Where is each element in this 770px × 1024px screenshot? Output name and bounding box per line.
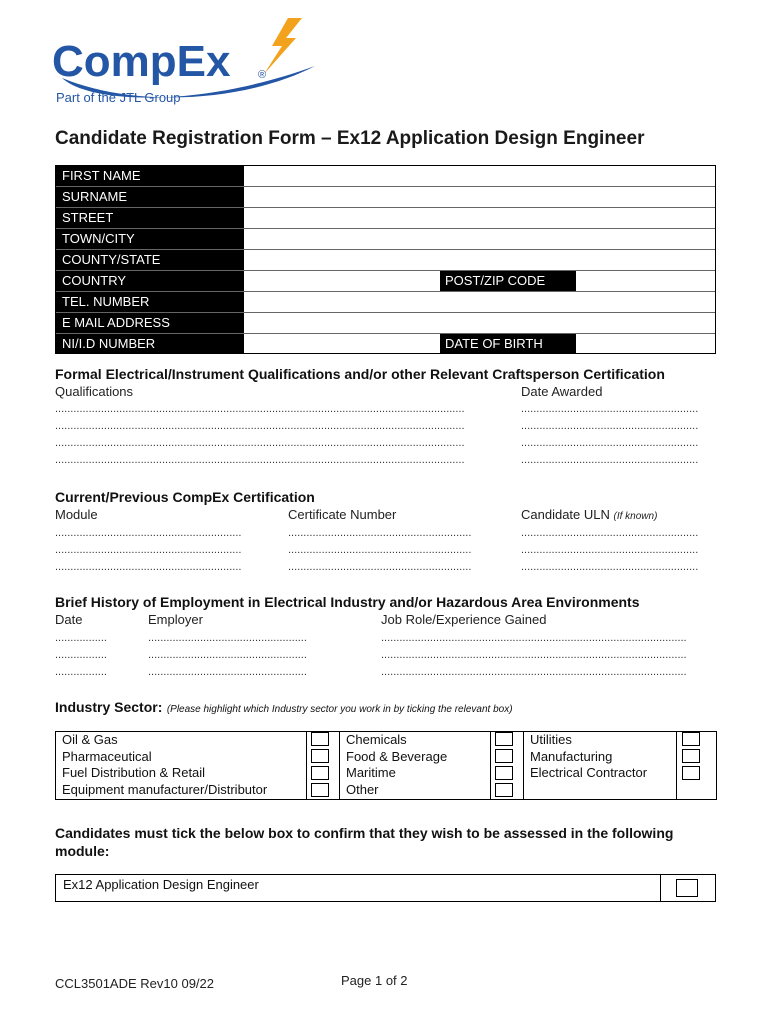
- qualification-line[interactable]: ......................................................................................................................................: [55, 403, 465, 415]
- tel-field[interactable]: [244, 292, 715, 312]
- employment-date-line[interactable]: .................: [55, 666, 107, 678]
- sector-chemicals: Chemicals: [346, 732, 407, 747]
- row-town-city: [56, 229, 715, 250]
- sector-maritime: Maritime: [346, 765, 396, 780]
- job-role-line[interactable]: ....................................................................................................: [381, 666, 687, 678]
- qualifications-lines: [55, 401, 485, 469]
- county-state-field[interactable]: [244, 250, 715, 270]
- row-county-state: [56, 250, 715, 271]
- ni-id-field[interactable]: [244, 334, 440, 353]
- row-surname: [56, 187, 715, 208]
- date-awarded-lines: [521, 401, 714, 469]
- module-name: Ex12 Application Design Engineer: [63, 877, 259, 892]
- date-awarded-line[interactable]: ..........................................................: [521, 403, 699, 415]
- label-town-city: TOWN/CITY: [56, 229, 244, 249]
- employer-col-header: Employer: [148, 612, 203, 627]
- date-awarded-col-header: Date Awarded: [521, 384, 603, 399]
- equipment-manufacturer-checkbox[interactable]: [311, 783, 329, 797]
- logo-registered-mark: ®: [258, 69, 267, 81]
- qualifications-col-header: Qualifications: [55, 384, 134, 399]
- label-county-state: COUNTY/STATE: [56, 250, 244, 270]
- row-country: [56, 271, 715, 292]
- industry-col-2: [340, 732, 491, 799]
- page-number: Page 1 of 2: [341, 973, 408, 988]
- employer-lines: [148, 630, 320, 681]
- uln-label: Candidate ULN: [521, 507, 610, 522]
- module-lines: [55, 525, 258, 576]
- uln-note: (If known): [613, 511, 658, 522]
- logo-tagline: Part of the JTL Group: [56, 90, 181, 105]
- uln-lines: [521, 525, 715, 576]
- label-first-name: FIRST NAME: [56, 166, 244, 186]
- row-ni-id: [56, 334, 715, 353]
- label-email: E MAIL ADDRESS: [56, 313, 244, 333]
- industry-note: (Please highlight which Industry sector you work in by ticking the relevant box): [166, 704, 513, 715]
- electrical-contractor-checkbox[interactable]: [682, 766, 700, 780]
- module-line[interactable]: .............................................................: [55, 527, 242, 539]
- certification-heading: Current/Previous CompEx Certification: [55, 489, 315, 505]
- compex-logo-graphic: [50, 16, 320, 116]
- label-country: COUNTRY: [56, 271, 244, 291]
- date-awarded-line[interactable]: ..........................................................: [521, 437, 699, 449]
- sector-utilities: Utilities: [530, 732, 572, 747]
- registration-table: [55, 165, 716, 354]
- industry-col-3: [524, 732, 677, 799]
- industry-heading-row: [55, 699, 513, 717]
- job-role-line[interactable]: ....................................................................................................: [381, 632, 687, 644]
- sector-food-beverage: Food & Beverage: [346, 748, 448, 764]
- fuel-distribution-checkbox[interactable]: [311, 766, 329, 780]
- label-surname: SURNAME: [56, 187, 244, 207]
- sector-oil-gas: Oil & Gas: [62, 732, 118, 747]
- utilities-checkbox[interactable]: [682, 732, 700, 746]
- industry-heading: Industry Sector:: [55, 699, 163, 715]
- certificate-number-line[interactable]: ............................................................: [288, 544, 472, 556]
- compex-logo: [50, 16, 320, 116]
- chemicals-checkbox[interactable]: [495, 732, 513, 746]
- uln-line[interactable]: ..........................................................: [521, 527, 699, 539]
- sector-other: Other: [346, 781, 379, 797]
- sector-manufacturing: Manufacturing: [530, 748, 613, 764]
- row-email: [56, 313, 715, 334]
- date-awarded-line[interactable]: ..........................................................: [521, 454, 699, 466]
- employer-line[interactable]: ....................................................: [148, 632, 307, 644]
- label-ni-id: NI/I.D NUMBER: [56, 334, 244, 353]
- uln-col-header: [521, 507, 657, 522]
- uln-line[interactable]: ..........................................................: [521, 544, 699, 556]
- post-zip-field[interactable]: [576, 271, 715, 291]
- sector-electrical-contractor: Electrical Contractor: [530, 765, 648, 780]
- employment-date-line[interactable]: .................: [55, 632, 107, 644]
- maritime-checkbox[interactable]: [495, 766, 513, 780]
- email-field[interactable]: [244, 313, 715, 333]
- label-dob: DATE OF BIRTH: [440, 334, 576, 353]
- row-first-name: [56, 166, 715, 187]
- label-street: STREET: [56, 208, 244, 228]
- sector-pharmaceutical: Pharmaceutical: [62, 748, 152, 764]
- date-awarded-line[interactable]: ..........................................................: [521, 420, 699, 432]
- module-confirm-checkbox[interactable]: [676, 879, 698, 897]
- country-field[interactable]: [244, 271, 440, 291]
- logo-brand-text: CompEx: [52, 37, 231, 86]
- module-divider: [660, 875, 661, 901]
- certificate-number-lines: [288, 525, 486, 576]
- page-title: Candidate Registration Form – Ex12 Application Design Engineer: [55, 128, 645, 149]
- uln-line[interactable]: ..........................................................: [521, 561, 699, 573]
- manufacturing-checkbox[interactable]: [682, 749, 700, 763]
- employment-heading: Brief History of Employment in Electrical Industry and/or Hazardous Area Environments: [55, 594, 640, 610]
- qualification-line[interactable]: ......................................................................................................................................: [55, 420, 465, 432]
- module-col-header: Module: [55, 507, 98, 522]
- module-line[interactable]: .............................................................: [55, 561, 242, 573]
- footer-reference: CCL3501ADE Rev10 09/22: [55, 976, 214, 991]
- industry-table: [55, 731, 717, 800]
- sector-equipment-manufacturer: Equipment manufacturer/Distributor: [62, 781, 268, 797]
- qualification-line[interactable]: ......................................................................................................................................: [55, 454, 465, 466]
- employment-date-lines: [55, 630, 115, 681]
- industry-tick-col-3: [677, 732, 716, 799]
- confirm-heading: Candidates must tick the below box to confirm that they wish to be assessed in the following module:: [55, 825, 674, 859]
- dob-field[interactable]: [576, 334, 715, 353]
- industry-tick-col-2: [491, 732, 524, 799]
- town-city-field[interactable]: [244, 229, 715, 249]
- industry-tick-col-1: [307, 732, 340, 799]
- module-confirm-box: [55, 874, 716, 902]
- oil-gas-checkbox[interactable]: [311, 732, 329, 746]
- food-beverage-checkbox[interactable]: [495, 749, 513, 763]
- sector-fuel-distribution: Fuel Distribution & Retail: [62, 765, 206, 780]
- module-line[interactable]: .............................................................: [55, 544, 242, 556]
- other-checkbox[interactable]: [495, 783, 513, 797]
- employment-date-col-header: Date: [55, 612, 83, 627]
- qualifications-heading: Formal Electrical/Instrument Qualifications and/or other Relevant Craftsperson Certification: [55, 366, 665, 382]
- certificate-number-line[interactable]: ............................................................: [288, 527, 472, 539]
- row-tel: [56, 292, 715, 313]
- job-role-lines: [381, 630, 714, 681]
- certificate-number-col-header: Certificate Number: [288, 507, 397, 522]
- employment-date-line[interactable]: .................: [55, 649, 107, 661]
- industry-col-1: [56, 732, 307, 799]
- surname-field[interactable]: [244, 187, 715, 207]
- employer-line[interactable]: ....................................................: [148, 649, 307, 661]
- qualification-line[interactable]: ......................................................................................................................................: [55, 437, 465, 449]
- label-tel: TEL. NUMBER: [56, 292, 244, 312]
- label-post-zip: POST/ZIP CODE: [440, 271, 576, 291]
- employer-line[interactable]: ....................................................: [148, 666, 307, 678]
- street-field[interactable]: [244, 208, 715, 228]
- job-role-line[interactable]: ....................................................................................................: [381, 649, 687, 661]
- job-role-col-header: Job Role/Experience Gained: [381, 612, 547, 627]
- row-street: [56, 208, 715, 229]
- pharmaceutical-checkbox[interactable]: [311, 749, 329, 763]
- first-name-field[interactable]: [244, 166, 715, 186]
- certificate-number-line[interactable]: ............................................................: [288, 561, 472, 573]
